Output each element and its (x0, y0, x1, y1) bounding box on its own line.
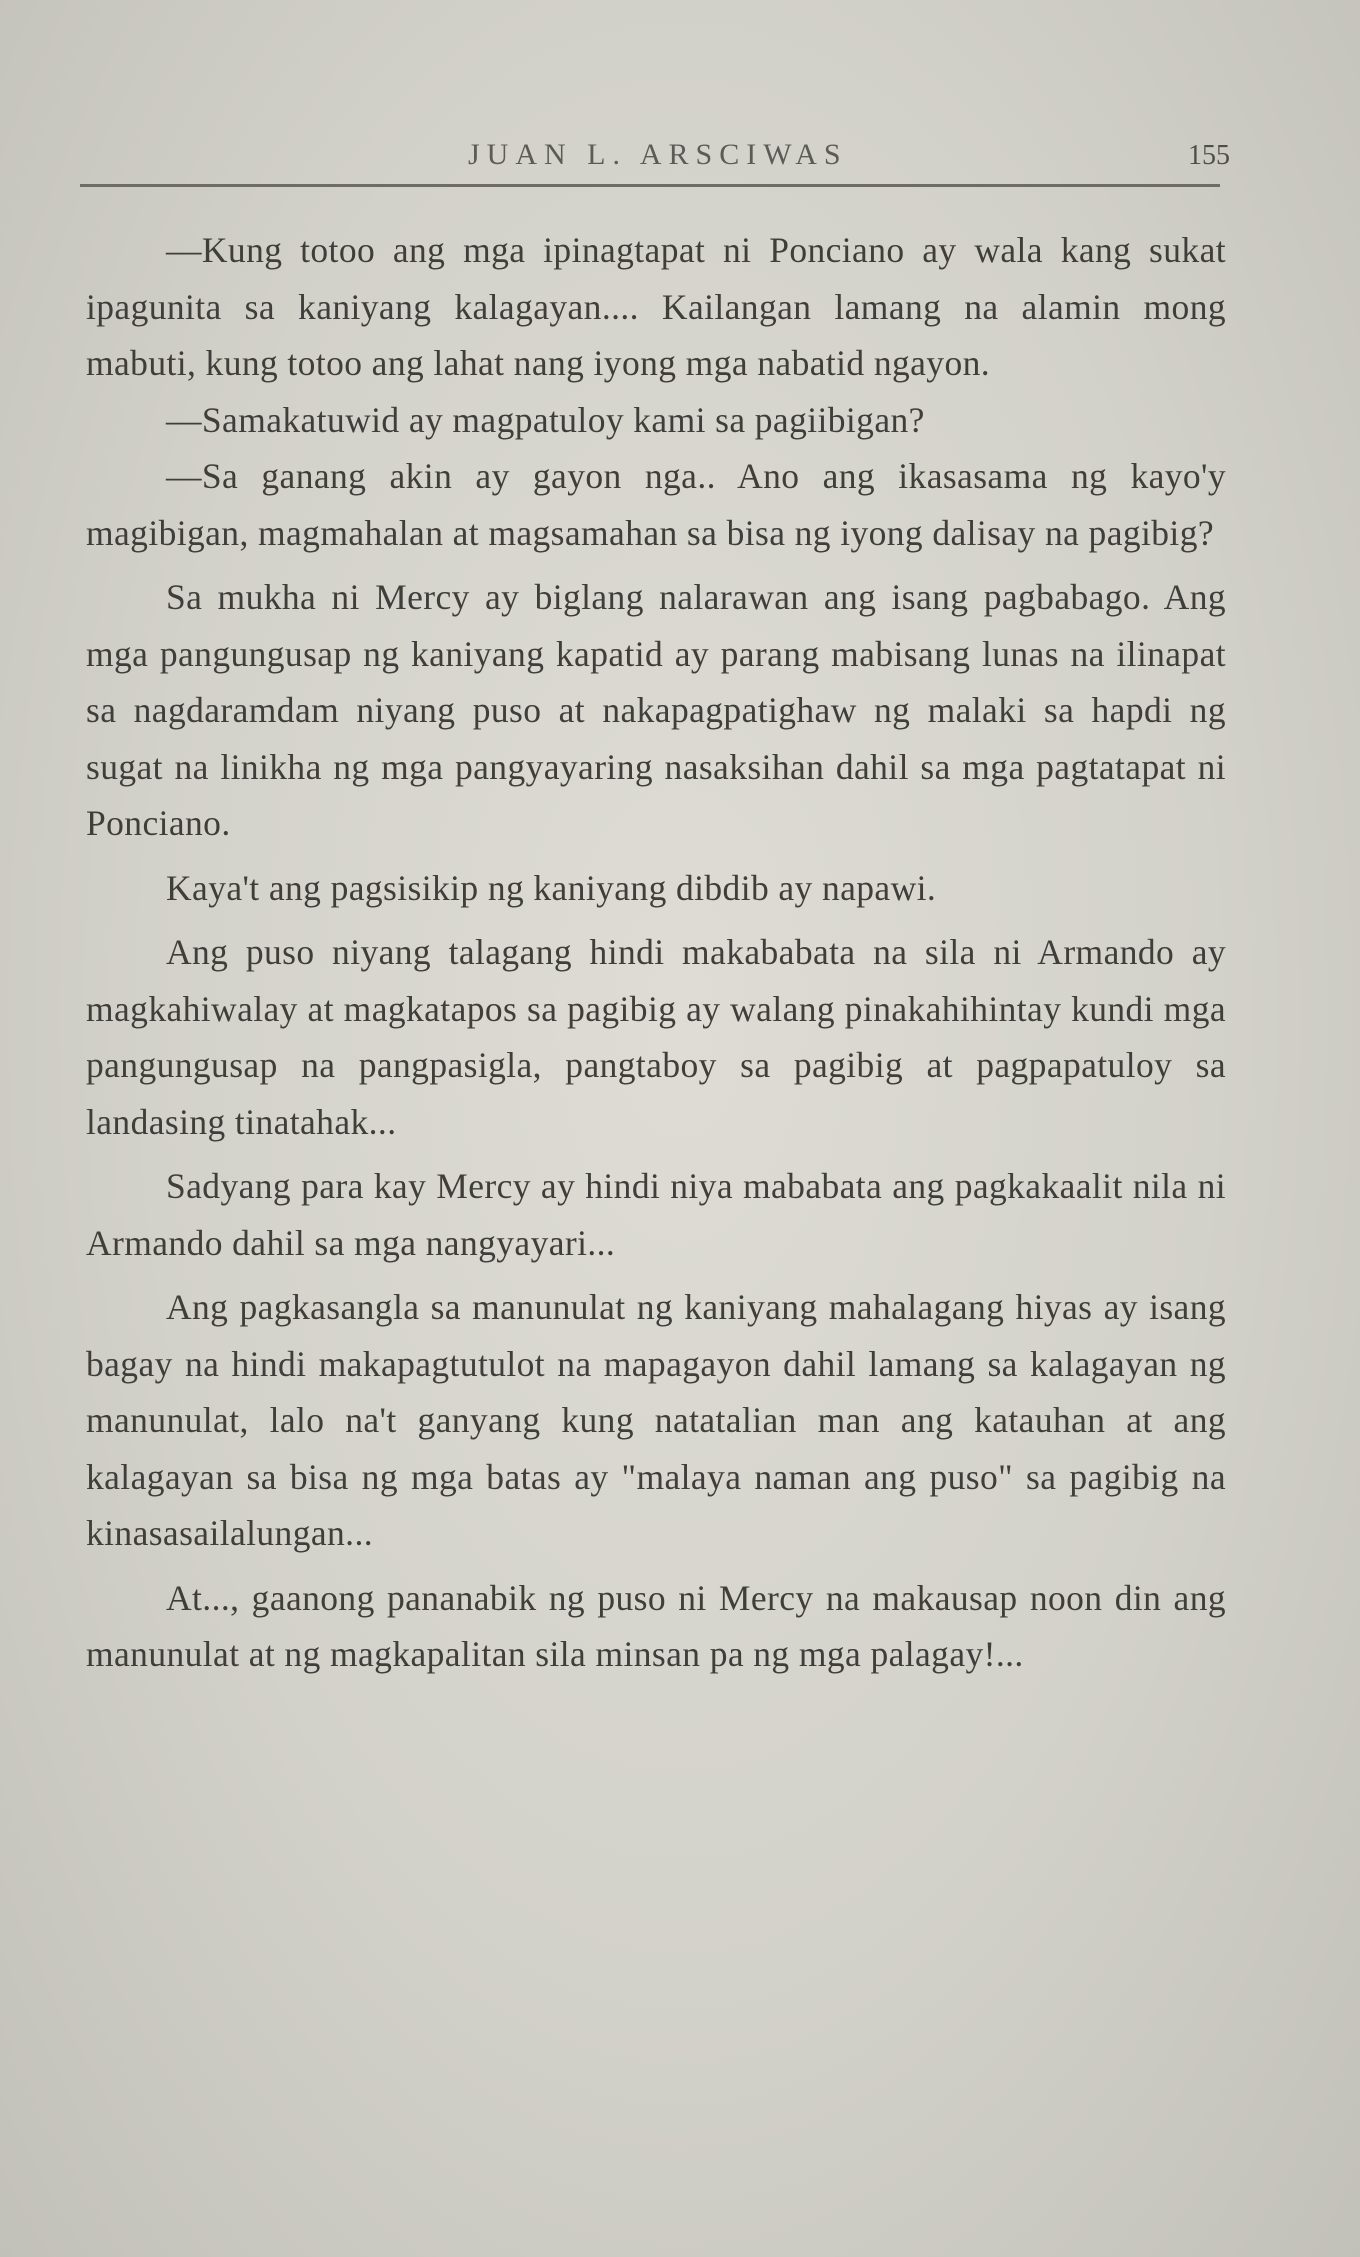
paragraph: Sadyang para kay Mercy ay hindi niya mababata ang pagkakaalit nila ni Armando dahil sa mga nangyayari... (86, 1166, 1226, 1263)
paragraph: —Sa ganang akin ay gayon nga.. Ano ang ikasasama ng kayo'y magibigan, magmahalan at magsamahan sa bisa ng iyong dalisay na pagibig? (86, 456, 1226, 553)
paragraph: —Kung totoo ang mga ipinagtapat ni Ponciano ay wala kang sukat ipagunita sa kaniyang kalagayan.... Kailangan lamang na alamin mong mabuti, kung totoo ang lahat nang iyong mga nabatid ngayon. (86, 230, 1226, 383)
paragraph: Kaya't ang pagsisikip ng kaniyang dibdib ay napawi. (166, 867, 937, 908)
paragraph: Ang puso niyang talagang hindi makababata na sila ni Armando ay magkahiwalay at magkatapos sa pagibig ay walang pinakahihintay kundi mga pangungusap na pangpasigla, pangtaboy sa pagibig at pagpapatuloy sa landasing tinatahak... (86, 932, 1226, 1142)
paragraph: Ang pagkasangla sa manunulat ng kaniyang mahalagang hiyas ay isang bagay na hindi makapagtutulot na mapagayon dahil lamang sa kalagayan ng manunulat, lalo na't ganyang kung natatalian man ang katauhan at ang kalagayan sa bisa ng mga batas ay "malaya naman ang puso" sa pagibig na kinasasailalungan... (86, 1287, 1226, 1553)
page-body (86, 222, 1226, 1691)
paragraph: Sa mukha ni Mercy ay biglang nalarawan ang isang pagbabago. Ang mga pangungusap ng kaniyang kapatid ay parang mabisang lunas na ilinapat sa nagdaramdam niyang puso at nakapagpatighaw ng malaki sa hapdi ng sugat na linikha ng mga pangyayaring nasaksihan dahil sa mga pagtatapat ni Ponciano. (86, 577, 1226, 843)
paragraph: At..., gaanong pananabik ng puso ni Mercy na makausap noon din ang manunulat at ng magkapalitan sila minsan pa ng mga palagay!... (86, 1577, 1226, 1674)
paragraph: —Samakatuwid ay magpatuloy kami sa pagiibigan? (166, 399, 925, 440)
header-rule (80, 184, 1220, 187)
page-header (80, 128, 1230, 188)
running-head: JUAN L. ARSCIWAS (468, 138, 848, 171)
page-number: 155 (1188, 140, 1230, 171)
